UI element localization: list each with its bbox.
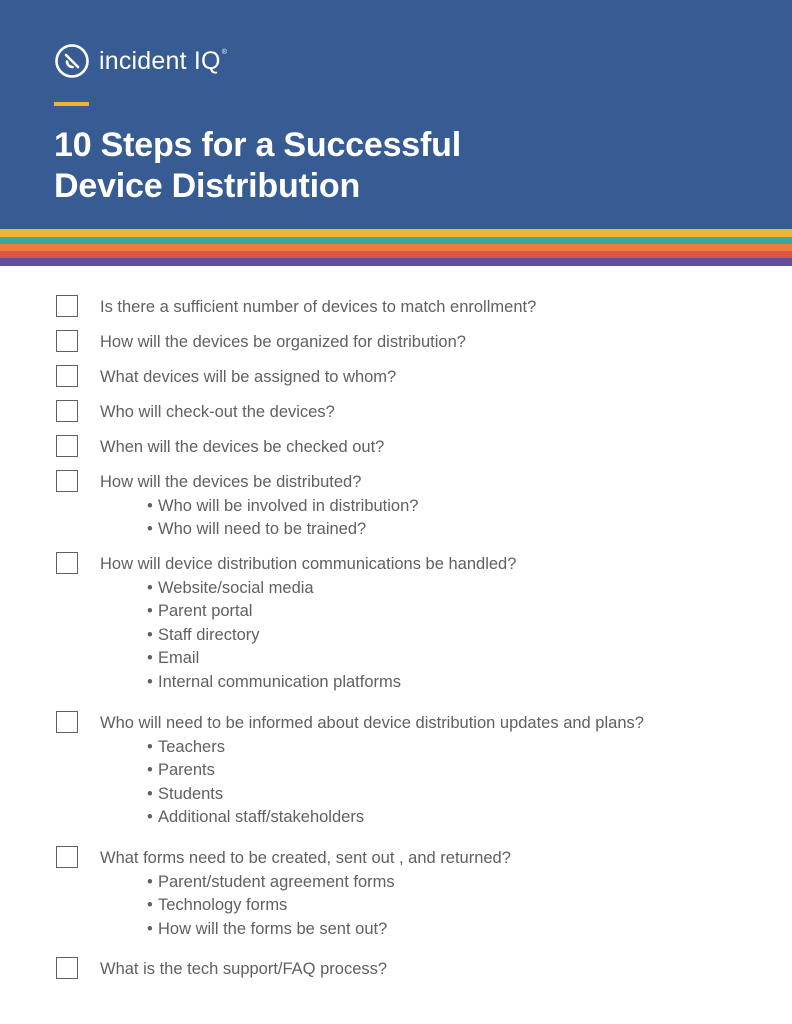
checklist-item-text: What devices will be assigned to whom? xyxy=(100,368,397,386)
brand-name: incident IQ® xyxy=(99,46,228,75)
sub-item-text: Parent portal xyxy=(158,602,253,620)
sub-item-text: Staff directory xyxy=(158,625,260,644)
checkbox[interactable] xyxy=(56,400,78,422)
sub-item xyxy=(147,872,395,892)
sub-item-text: Students xyxy=(158,784,224,803)
sub-item-text: Parent/student agreement forms xyxy=(158,872,395,891)
bullet-icon: • xyxy=(147,578,153,597)
bullet-icon: • xyxy=(147,808,153,826)
checklist-item-text: How will the devices be organized for distribution? xyxy=(100,333,466,351)
checkbox[interactable] xyxy=(56,330,78,352)
checklist-item-text: What is the tech support/FAQ process? xyxy=(100,960,388,978)
checkbox[interactable] xyxy=(56,435,78,457)
checkbox[interactable] xyxy=(56,957,78,979)
sub-item xyxy=(147,737,225,757)
sub-item-text: Teachers xyxy=(158,737,225,756)
sub-item xyxy=(147,672,401,692)
sub-item xyxy=(147,601,252,621)
bullet-icon: • xyxy=(147,520,153,538)
bullet-icon: • xyxy=(147,737,153,756)
checkbox[interactable] xyxy=(56,470,78,492)
sub-item-text: How will the forms be sent out? xyxy=(158,919,388,938)
sub-item xyxy=(147,919,387,939)
bullet-icon: • xyxy=(147,896,153,914)
sub-item xyxy=(147,784,223,804)
bullet-icon: • xyxy=(147,919,153,938)
checklist-item-text: How will the devices be distributed? xyxy=(100,473,362,491)
sub-item xyxy=(147,625,260,645)
sub-item-text: Technology forms xyxy=(158,896,288,914)
sub-item xyxy=(147,807,364,827)
checkbox[interactable] xyxy=(56,846,78,868)
sub-item-text: Website/social media xyxy=(158,578,314,597)
bullet-icon: • xyxy=(147,872,153,891)
sub-item-text: Internal communication platforms xyxy=(158,672,402,691)
checklist-item-text: How will device distribution communications be handled? xyxy=(100,555,517,573)
checklist-item-text: Who will check-out the devices? xyxy=(100,403,335,421)
title-line-1: 10 Steps for a Successful xyxy=(54,126,461,164)
checkbox[interactable] xyxy=(56,365,78,387)
bullet-icon: • xyxy=(147,649,153,667)
checklist-item-text: What forms need to be created, sent out , and returned? xyxy=(100,849,511,867)
checklist-item-text: Who will need to be informed about device distribution updates and plans? xyxy=(100,714,644,732)
checkbox[interactable] xyxy=(56,552,78,574)
checklist-item-text: When will the devices be checked out? xyxy=(100,438,385,456)
bullet-icon: • xyxy=(147,625,153,644)
sub-item xyxy=(147,496,418,516)
sub-item-text: Additional staff/stakeholders xyxy=(158,808,365,826)
bullet-icon: • xyxy=(147,602,153,620)
sub-item xyxy=(147,519,366,539)
bullet-icon: • xyxy=(147,784,153,803)
sub-item-text: Who will need to be trained? xyxy=(158,520,367,538)
bullet-icon: • xyxy=(147,496,153,515)
sub-item-text: Who will be involved in distribution? xyxy=(158,496,419,515)
bullet-icon: • xyxy=(147,761,153,779)
sub-item-text: Email xyxy=(158,649,200,667)
sub-item xyxy=(147,578,314,598)
sub-item-text: Parents xyxy=(158,761,215,779)
title-line-2: Device Distribution xyxy=(54,167,361,205)
sub-item xyxy=(147,895,287,915)
checkbox[interactable] xyxy=(56,711,78,733)
checklist-item-text: Is there a sufficient number of devices to match enrollment? xyxy=(100,298,537,316)
registered-mark: ® xyxy=(221,48,228,56)
sub-item xyxy=(147,648,199,668)
checkbox[interactable] xyxy=(56,295,78,317)
bullet-icon: • xyxy=(147,672,153,691)
sub-item xyxy=(147,760,215,780)
